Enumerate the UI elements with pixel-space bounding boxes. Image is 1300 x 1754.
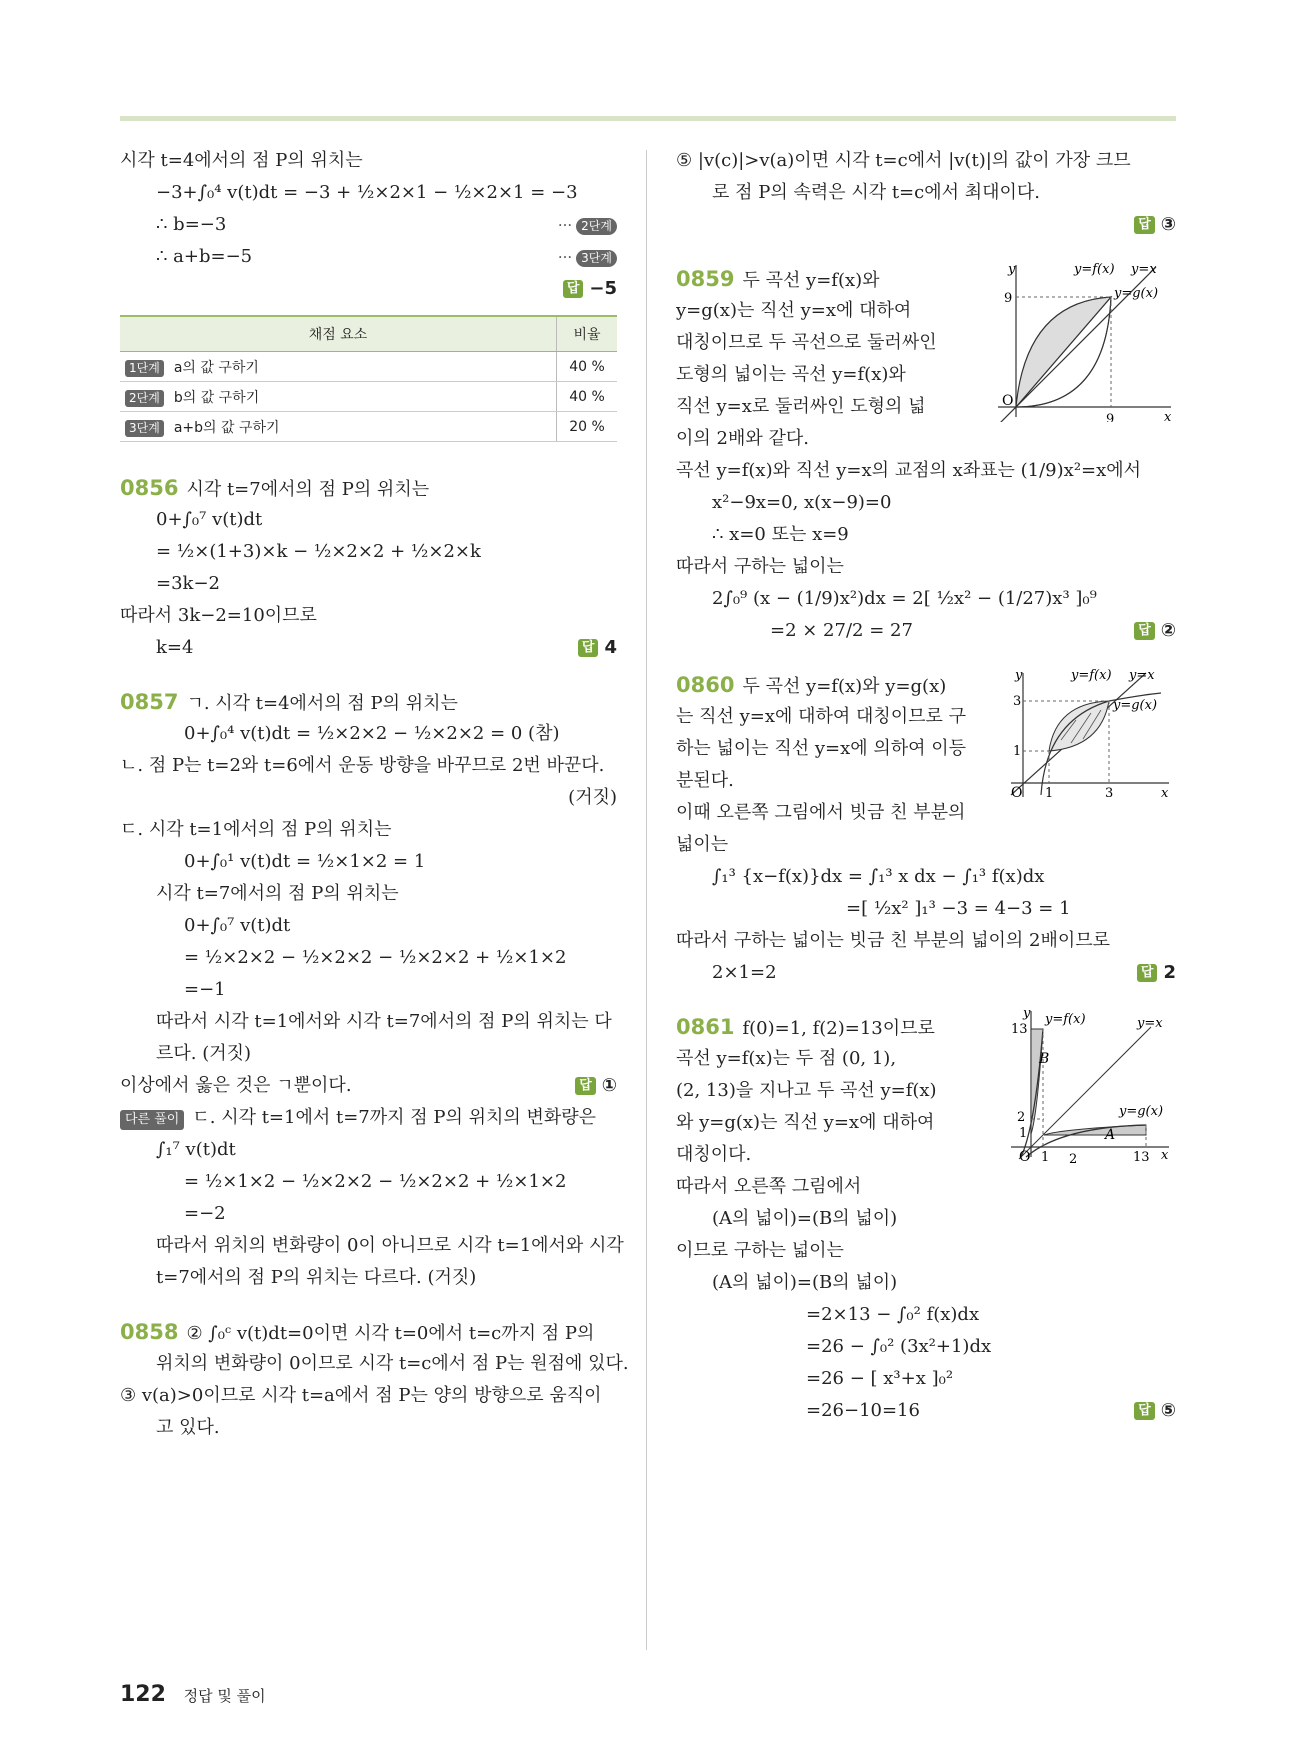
text-line: 직선 y=x로 둘러싸인 도형의 넓 xyxy=(676,396,926,417)
text-line: 대칭이므로 두 곡선으로 둘러싸인 xyxy=(676,332,937,353)
answer-value: ⑤ xyxy=(1160,1400,1176,1421)
formula: (A의 넓이)=(B의 넓이) xyxy=(712,1208,898,1229)
formula: 0+∫₀⁴ v(t)dt = ½×2×2 − ½×2×2 = 0 (참) xyxy=(184,723,560,744)
answer xyxy=(1134,615,1176,647)
text-line: ③ v(a)>0이므로 시각 t=a에서 점 P는 양의 방향으로 움직이 xyxy=(120,1385,602,1406)
formula: = ½×(1+3)×k − ½×2×2 + ½×2×k xyxy=(156,541,481,562)
formula: =−2 xyxy=(184,1203,226,1224)
tick-label: 13 xyxy=(1011,1022,1028,1037)
curve-label-g: y=g(x) xyxy=(1119,1104,1164,1119)
problem-0861 xyxy=(676,1007,1176,1427)
curve-label-f: y=f(x) xyxy=(1045,1012,1086,1027)
origin-label: O xyxy=(1019,1149,1031,1165)
table-cell: 40 % xyxy=(557,382,618,412)
table-row xyxy=(120,352,617,382)
answer-value: ③ xyxy=(1160,214,1176,235)
text-line: 시각 t=4에서의 점 P의 위치는 xyxy=(120,150,363,171)
formula: ∴ x=0 또는 x=9 xyxy=(712,524,849,545)
text-line: 로 점 P의 속력은 시각 t=c에서 최대이다. xyxy=(712,182,1040,203)
axis-label-y: y xyxy=(1015,668,1023,683)
formula: = ½×1×2 − ½×2×2 − ½×2×2 + ½×1×2 xyxy=(184,1171,567,1192)
formula: 2×1=2 xyxy=(712,962,777,983)
text-line: 대칭이다. xyxy=(676,1144,752,1165)
text-line: y=g(x)는 직선 y=x에 대하여 xyxy=(676,300,912,321)
formula: =2 × 27/2 = 27 xyxy=(770,620,913,641)
formula: (A의 넓이)=(B의 넓이) xyxy=(712,1272,898,1293)
formula: 0+∫₀⁷ v(t)dt xyxy=(184,915,291,936)
text-line: f(0)=1, f(2)=13이므로 xyxy=(742,1018,935,1039)
formula: ∫₁⁷ v(t)dt xyxy=(156,1139,236,1160)
text-line: ㄷ. 시각 t=1에서의 점 P의 위치는 xyxy=(120,819,392,840)
text-line: 따라서 구하는 넓이는 xyxy=(676,556,844,577)
dots: ··· xyxy=(557,216,573,234)
answer-value: 4 xyxy=(604,637,617,658)
region-label-a: A xyxy=(1105,1127,1116,1143)
tick-label: 3 xyxy=(1105,786,1114,801)
step-chip: 2단계 xyxy=(125,390,164,407)
text-line: t=7에서의 점 P의 위치는 다르다. (거짓) xyxy=(156,1267,477,1288)
formula: =−1 xyxy=(184,979,226,1000)
tick-label: 9 xyxy=(1004,291,1013,306)
text-line: 위치의 변화량이 0이므로 시각 t=c에서 점 P는 원점에 있다. xyxy=(156,1353,629,1374)
text-line: 따라서 위치의 변화량이 0이 아니므로 시각 t=1에서와 시각 xyxy=(156,1235,624,1256)
step-chip: 1단계 xyxy=(125,360,164,377)
text-line xyxy=(676,615,1176,647)
curve-label-g: y=g(x) xyxy=(1114,286,1159,301)
footer-label: 정답 및 풀이 xyxy=(183,1687,266,1705)
table-cell: a+b의 값 구하기 xyxy=(173,419,280,436)
answer-line xyxy=(120,273,617,305)
answer xyxy=(563,273,617,305)
alt-solution-tag: 다른 풀이 xyxy=(120,1110,184,1130)
line-label-yx: y=x xyxy=(1131,262,1157,277)
text-line: 하는 넓이는 직선 y=x에 의하여 이등 xyxy=(676,738,967,759)
text-line: 두 곡선 y=f(x)와 y=g(x) xyxy=(742,676,947,697)
text-line: 도형의 넓이는 곡선 y=f(x)와 xyxy=(676,364,906,385)
origin-label: O xyxy=(1002,393,1014,409)
page-footer xyxy=(120,1682,266,1707)
column-divider xyxy=(646,150,647,1650)
answer xyxy=(1134,1395,1176,1427)
step-chip: 3단계 xyxy=(125,420,164,437)
text-line: 분된다. xyxy=(676,770,734,791)
formula: =3k−2 xyxy=(156,573,220,594)
answer-value: 2 xyxy=(1163,962,1176,983)
tick-label: 2 xyxy=(1069,1152,1078,1167)
text-line xyxy=(120,241,617,273)
right-column xyxy=(676,145,1176,1427)
problem-0859 xyxy=(676,263,1176,647)
answer-value: ② xyxy=(1160,620,1176,641)
scoring-table xyxy=(120,315,617,442)
problem-number: 0857 xyxy=(120,690,179,714)
answer-tag: 답 xyxy=(1134,216,1155,234)
axis-label-x: x xyxy=(1161,786,1169,801)
formula: = ½×2×2 − ½×2×2 − ½×2×2 + ½×1×2 xyxy=(184,947,567,968)
text-line: 따라서 3k−2=10이므로 xyxy=(120,605,317,626)
step-marker xyxy=(558,241,617,273)
answer-tag: 답 xyxy=(563,280,584,298)
answer-value: ① xyxy=(601,1075,617,1096)
answer xyxy=(1137,957,1176,989)
text-line: 고 있다. xyxy=(156,1417,220,1438)
curve-label-g: y=g(x) xyxy=(1113,698,1158,713)
origin-label: O xyxy=(1011,785,1023,801)
text-line xyxy=(676,957,1176,989)
formula: x²−9x=0, x(x−9)=0 xyxy=(712,492,892,513)
text: 이상에서 옳은 것은 ㄱ뿐이다. xyxy=(120,1075,352,1096)
line-label-yx: y=x xyxy=(1137,1016,1163,1031)
tick-label: 1 xyxy=(1013,744,1022,759)
text-line: (거짓) xyxy=(568,787,617,808)
text-line: 이의 2배와 같다. xyxy=(676,428,809,449)
answer xyxy=(575,1070,617,1102)
text-line xyxy=(120,1102,617,1134)
table-row xyxy=(120,382,617,412)
axis-label-y: y xyxy=(1008,262,1016,277)
table-cell: 20 % xyxy=(557,412,618,442)
problem-header xyxy=(676,669,1176,701)
formula: 2∫₀⁹ (x − (1/9)x²)dx = 2[ ½x² − (1/27)x³ ]₀⁹ xyxy=(712,588,1097,609)
formula: =26 − ∫₀² (3x²+1)dx xyxy=(806,1336,992,1357)
table-cell: 40 % xyxy=(557,352,618,382)
problem-number: 0861 xyxy=(676,1015,735,1039)
tick-label: 2 xyxy=(1017,1110,1026,1125)
text-line: 곡선 y=f(x)는 두 점 (0, 1), xyxy=(676,1048,897,1069)
tick-label: 1 xyxy=(1019,1126,1028,1141)
text-line xyxy=(120,1070,617,1102)
table-cell: b의 값 구하기 xyxy=(173,389,260,406)
tick-label: 3 xyxy=(1013,694,1022,709)
text-line: (2, 13)을 지나고 두 곡선 y=f(x) xyxy=(676,1080,937,1101)
step-chip: 2단계 xyxy=(576,218,617,235)
text-line xyxy=(120,632,617,664)
step-marker xyxy=(558,209,617,241)
problem-number: 0859 xyxy=(676,267,735,291)
text-line: 따라서 구하는 넓이는 빗금 친 부분의 넓이의 2배이므로 xyxy=(676,930,1111,951)
curve-label-f: y=f(x) xyxy=(1071,668,1112,683)
problem-header xyxy=(120,1316,617,1348)
formula: =[ ½x² ]₁³ −3 = 4−3 = 1 xyxy=(846,898,1071,919)
formula: ∫₁³ {x−f(x)}dx = ∫₁³ x dx − ∫₁³ f(x)dx xyxy=(712,866,1045,887)
page-number: 122 xyxy=(120,1682,166,1707)
text-line: 이때 오른쪽 그림에서 빗금 친 부분의 xyxy=(676,802,966,823)
problem-header xyxy=(676,263,1176,295)
table-header: 채점 요소 xyxy=(120,316,557,352)
text-line: ② ∫₀ᶜ v(t)dt=0이면 시각 t=0에서 t=c까지 점 P의 xyxy=(186,1323,595,1344)
text-line xyxy=(676,1395,1176,1427)
formula: =26 − [ x³+x ]₀² xyxy=(806,1368,954,1389)
formula: =2×13 − ∫₀² f(x)dx xyxy=(806,1304,980,1325)
text-line: 따라서 오른쪽 그림에서 xyxy=(676,1176,862,1197)
formula: 0+∫₀¹ v(t)dt = ½×1×2 = 1 xyxy=(184,851,426,872)
answer-line xyxy=(676,209,1176,241)
formula: ∴ b=−3 xyxy=(156,214,227,235)
step-chip: 3단계 xyxy=(576,250,617,267)
formula: k=4 xyxy=(156,637,194,658)
problem-0860 xyxy=(676,669,1176,989)
tick-label: 13 xyxy=(1133,1150,1150,1165)
answer-tag: 답 xyxy=(1137,964,1158,982)
text-line: 따라서 시각 t=1에서와 시각 t=7에서의 점 P의 위치는 다 xyxy=(156,1011,612,1032)
tick-label: 9 xyxy=(1106,412,1115,422)
top-rule xyxy=(120,116,1176,121)
text-line: 이므로 구하는 넓이는 xyxy=(676,1240,844,1261)
axis-label-x: x xyxy=(1164,410,1172,422)
formula: 0+∫₀⁷ v(t)dt xyxy=(156,509,263,530)
answer xyxy=(1134,209,1176,241)
text-line: 시각 t=7에서의 점 P의 위치는 xyxy=(186,479,430,500)
problem-header xyxy=(120,472,617,504)
answer-value: −5 xyxy=(589,278,617,299)
problem-number: 0860 xyxy=(676,673,735,697)
region-label-b: B xyxy=(1039,1051,1050,1067)
text-line: 두 곡선 y=f(x)와 xyxy=(742,270,880,291)
text-line: 와 y=g(x)는 직선 y=x에 대하여 xyxy=(676,1112,935,1133)
tick-label: 1 xyxy=(1045,786,1054,801)
axis-label-y: y xyxy=(1023,1007,1031,1021)
left-column xyxy=(120,145,629,1444)
text-line: 르다. (거짓) xyxy=(156,1043,252,1064)
line-label-yx: y=x xyxy=(1129,668,1155,683)
text-line: 넓이는 xyxy=(676,834,729,855)
table-cell: a의 값 구하기 xyxy=(173,359,259,376)
problem-header xyxy=(676,1011,1176,1043)
answer xyxy=(578,632,617,664)
answer-tag: 답 xyxy=(1134,1402,1155,1420)
text-line: ⑤ |v(c)|>v(a)이면 시각 t=c에서 |v(t)|의 값이 가장 크므 xyxy=(676,150,1131,171)
text-line: ㄱ. 시각 t=4에서의 점 P의 위치는 xyxy=(186,693,458,714)
answer-tag: 답 xyxy=(575,1077,596,1095)
tick-label: 1 xyxy=(1041,1150,1050,1165)
answer-tag: 답 xyxy=(578,639,599,657)
table-row xyxy=(120,412,617,442)
formula: ∴ a+b=−5 xyxy=(156,246,253,267)
text: ㄷ. 시각 t=1에서 t=7까지 점 P의 위치의 변화량은 xyxy=(192,1107,597,1128)
text-line: 시각 t=7에서의 점 P의 위치는 xyxy=(156,883,399,904)
problem-number: 0858 xyxy=(120,1320,179,1344)
formula: −3+∫₀⁴ v(t)dt = −3 + ½×2×1 − ½×2×1 = −3 xyxy=(156,182,578,203)
text-line xyxy=(120,209,617,241)
curve-label-f: y=f(x) xyxy=(1074,262,1115,277)
problem-number: 0856 xyxy=(120,476,179,500)
text-line: 는 직선 y=x에 대하여 대칭이므로 구 xyxy=(676,706,967,727)
text-line: 곡선 y=f(x)와 직선 y=x의 교점의 x좌표는 (1/9)x²=x에서 xyxy=(676,460,1142,481)
text-line: ㄴ. 점 P는 t=2와 t=6에서 운동 방향을 바꾸므로 2번 바꾼다. xyxy=(120,755,605,776)
formula: =26−10=16 xyxy=(806,1400,920,1421)
answer-tag: 답 xyxy=(1134,622,1155,640)
dots: ··· xyxy=(557,248,573,266)
axis-label-x: x xyxy=(1161,1148,1169,1163)
table-header: 비율 xyxy=(557,316,618,352)
problem-header xyxy=(120,686,617,718)
